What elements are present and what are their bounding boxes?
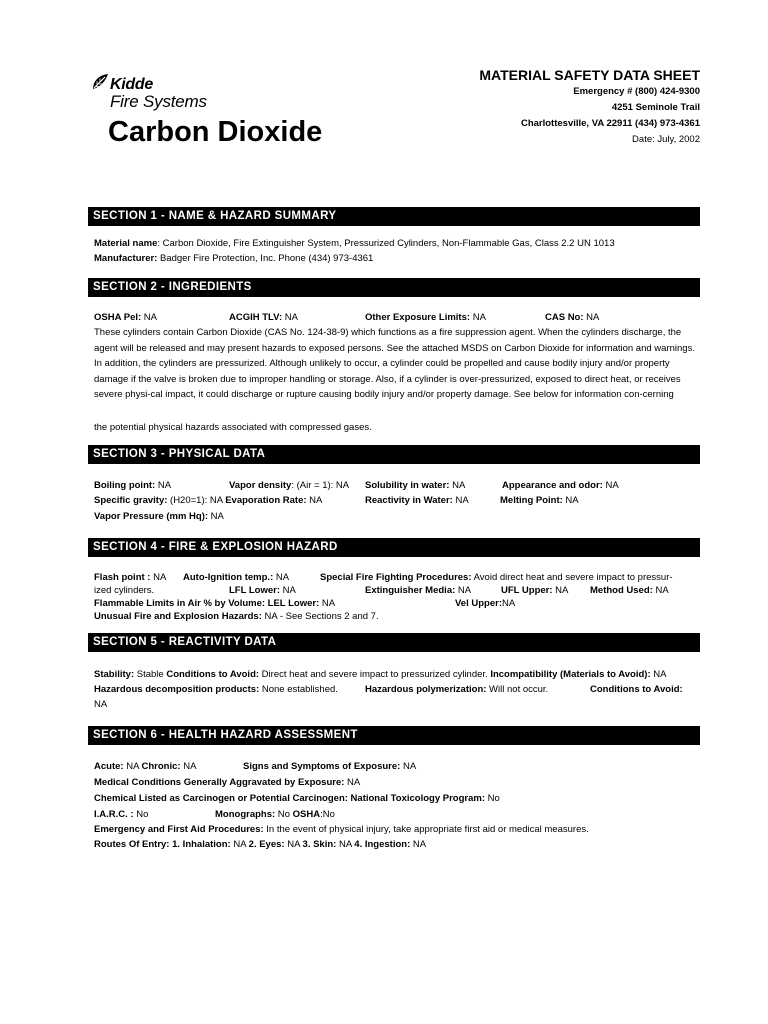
vapor-pressure-label: Vapor Pressure (mm Hq):	[94, 511, 209, 522]
other-exposure-label: Other Exposure Limits:	[365, 312, 471, 323]
decomposition-value: None established.	[259, 684, 338, 695]
polymerization-label: Hazardous polymerization:	[365, 684, 487, 695]
cas-no-label: CAS No:	[545, 312, 584, 323]
conditions-avoid-value: Direct heat and severe impact to pressurized cylinder.	[259, 669, 491, 680]
address-line-2: Charlottesville, VA 22911 (434) 973-4361	[520, 118, 700, 129]
decomposition-row	[94, 682, 704, 697]
medical-conditions-value: NA	[344, 777, 361, 788]
medical-conditions-row	[94, 775, 360, 790]
manufacturer-row	[94, 251, 373, 266]
routes-skin-value: NA	[336, 839, 355, 850]
first-aid-row	[94, 822, 589, 837]
solubility-label: Solubility in water:	[365, 480, 450, 491]
physical-data-row-1	[94, 478, 704, 493]
conditions-avoid-label: Conditions to Avoid:	[166, 669, 260, 680]
lfl-lower-label: LFL Lower:	[229, 585, 281, 596]
specific-gravity-value: (H20=1): NA	[167, 495, 226, 506]
ufl-upper-label: UFL Upper:	[501, 585, 553, 596]
manufacturer-label: Manufacturer:	[94, 253, 158, 264]
extinguisher-media-value: NA	[455, 585, 472, 596]
osha-pel-value: NA	[141, 312, 158, 323]
iarc-value: No	[133, 809, 149, 820]
polymerization-value: Will not occur.	[486, 684, 549, 695]
evaporation-rate-value: NA	[306, 495, 323, 506]
chronic-label: Chronic:	[141, 761, 181, 772]
solubility-value: NA	[449, 480, 466, 491]
material-name-row	[94, 236, 615, 251]
acute-value: NA	[123, 761, 142, 772]
vel-upper-value: NA	[502, 598, 516, 609]
section-1-header: SECTION 1 - NAME & HAZARD SUMMARY	[88, 207, 700, 226]
flammable-limits-label: Flammable Limits in Air % by Volume: LEL Lower:	[94, 598, 320, 609]
incompatibility-value: NA	[650, 669, 667, 680]
vapor-density-label: Vapor density	[229, 480, 292, 491]
carcinogen-row	[94, 791, 500, 806]
method-used-label: Method Used:	[590, 585, 653, 596]
routes-eyes-value: NA	[284, 839, 303, 850]
acute-label: Acute:	[94, 761, 124, 772]
routes-skin-label: 3. Skin:	[302, 839, 337, 850]
first-aid-value: In the event of physical injury, take appropriate first aid or medical measures.	[263, 824, 589, 835]
carcinogen-value: No	[484, 793, 500, 804]
material-name-label: Material name	[94, 238, 158, 249]
special-procedures-value: Avoid direct heat and severe impact to pressur-	[471, 572, 673, 583]
routes-inhalation-value: NA	[230, 839, 249, 850]
chronic-value: NA	[180, 761, 197, 772]
incompatibility-label: Incompatibility (Materials to Avoid):	[490, 669, 651, 680]
ingredients-paragraph-end: the potential physical hazards associated with compressed gases.	[94, 422, 372, 433]
monographs-value: No	[275, 809, 293, 820]
osha-value: :No	[320, 809, 335, 820]
ufl-upper-value: NA	[552, 585, 569, 596]
msds-title: MATERIAL SAFETY DATA SHEET	[479, 67, 700, 83]
routes-eyes-label: 2. Eyes:	[248, 839, 285, 850]
stability-value: Stable	[134, 669, 167, 680]
brand-name: Kidde	[110, 76, 153, 93]
boiling-point-label: Boiling point:	[94, 480, 156, 491]
acgih-tlv-value: NA	[282, 312, 298, 323]
acute-chronic-row	[94, 759, 704, 774]
section-5-header: SECTION 5 - REACTIVITY DATA	[88, 633, 700, 652]
physical-data-row-2	[94, 493, 704, 508]
address-line-1: 4251 Seminole Trail	[611, 102, 700, 113]
special-procedures-label: Special Fire Fighting Procedures:	[320, 572, 472, 583]
other-exposure-value: NA	[470, 312, 486, 323]
exposure-limits-row	[94, 310, 704, 325]
monographs-label: Monographs:	[215, 809, 276, 820]
routes-ingestion-value: NA	[410, 839, 427, 850]
extinguisher-media-label: Extinguisher Media:	[365, 585, 456, 596]
specific-gravity-label: Specific gravity:	[94, 495, 168, 506]
melting-point-value: NA	[562, 495, 579, 506]
header-contact-block	[479, 66, 700, 148]
auto-ignition-label: Auto-Ignition temp.:	[183, 572, 274, 583]
melting-point-label: Melting Point:	[500, 495, 563, 506]
first-aid-label: Emergency and First Aid Procedures:	[94, 824, 264, 835]
evaporation-rate-label: Evaporation Rate:	[225, 495, 307, 506]
vapor-density-value: : (Air = 1): NA	[291, 480, 350, 491]
product-title: Carbon Dioxide	[108, 116, 323, 148]
unusual-hazards-label: Unusual Fire and Explosion Hazards:	[94, 611, 262, 622]
vapor-pressure-row	[94, 509, 224, 524]
signs-symptoms-label: Signs and Symptoms of Exposure:	[243, 761, 401, 772]
stability-row	[94, 667, 666, 682]
cas-no-value: NA	[583, 312, 600, 323]
special-procedures-cont: ized cylinders.	[94, 585, 155, 596]
osha-label: OSHA	[292, 809, 321, 820]
acgih-tlv-label: ACGIH TLV:	[229, 312, 283, 323]
decomposition-label: Hazardous decomposition products:	[94, 684, 260, 695]
flash-point-value: NA	[150, 572, 167, 583]
vel-upper-label: Vel Upper:	[455, 598, 502, 609]
section-3-header: SECTION 3 - PHYSICAL DATA	[88, 445, 700, 464]
document-date: Date: July, 2002	[632, 134, 700, 145]
carcinogen-label: Chemical Listed as Carcinogen or Potential Carcinogen: National Toxicology Program:	[94, 793, 485, 804]
section-6-header: SECTION 6 - HEALTH HAZARD ASSESSMENT	[88, 726, 700, 745]
signs-symptoms-value: NA	[400, 761, 417, 772]
appearance-label: Appearance and odor:	[502, 480, 603, 491]
auto-ignition-value: NA	[273, 572, 290, 583]
flash-point-label: Flash point :	[94, 572, 151, 583]
reactivity-water-value: NA	[452, 495, 469, 506]
lfl-lower-value: NA	[280, 585, 296, 596]
boiling-point-value: NA	[155, 480, 172, 491]
iarc-row	[94, 807, 704, 822]
vapor-pressure-value: NA	[208, 511, 224, 522]
stability-label: Stability:	[94, 669, 135, 680]
ingredients-paragraph: These cylinders contain Carbon Dioxide (CAS No. 124-38-9) which functions as a fire suppression agent. When the cylinders discharge, the agent will be released and may present hazards to exposed persons. See the attached MSDS on Carbon Dioxide for information and warnings. In addition, the cylinders are pressurized. Although unlikely to occur, a cylinder could be propelled and cause bodily injury and/or property damage if the valve is broken due to improper handling or storage. Also, if a cylinder is over-pressurized, exposed to direct heat, or receives severe physi-cal impact, it could discharge or rupture causing bodily injury and/or property damage. See below for information con-cerning	[94, 327, 695, 401]
routes-ingestion-label: 4. Ingestion:	[354, 839, 411, 850]
reactivity-water-label: Reactivity in Water:	[365, 495, 453, 506]
appearance-value: NA	[602, 480, 619, 491]
kidde-leaf-logo-icon	[90, 72, 110, 92]
manufacturer-value: Badger Fire Protection, Inc. Phone (434) 973-4361	[157, 253, 374, 264]
unusual-hazards-row	[94, 609, 379, 624]
section-4-header: SECTION 4 - FIRE & EXPLOSION HAZARD	[88, 538, 700, 557]
routes-of-entry-row	[94, 837, 426, 852]
flammable-limits-value: NA	[319, 598, 336, 609]
unusual-hazards-value: NA - See Sections 2 and 7.	[261, 611, 379, 622]
method-used-value: NA	[652, 585, 669, 596]
brand-subtitle: Fire Systems	[110, 92, 207, 111]
medical-conditions-label: Medical Conditions Generally Aggravated by Exposure:	[94, 777, 345, 788]
osha-pel-label: OSHA Pel:	[94, 312, 142, 323]
routes-inhalation-label: Routes Of Entry: 1. Inhalation:	[94, 839, 231, 850]
conditions-avoid-2-value: NA	[94, 699, 108, 710]
conditions-avoid-2-label: Conditions to Avoid:	[590, 684, 683, 695]
iarc-label: I.A.R.C. :	[94, 809, 134, 820]
material-name-value: : Carbon Dioxide, Fire Extinguisher System, Pressurized Cylinders, Non-Flammable Gas, Class 2.2 UN 1013	[157, 238, 615, 249]
emergency-number: Emergency # (800) 424-9300	[573, 86, 700, 97]
section-2-header: SECTION 2 - INGREDIENTS	[88, 278, 700, 297]
